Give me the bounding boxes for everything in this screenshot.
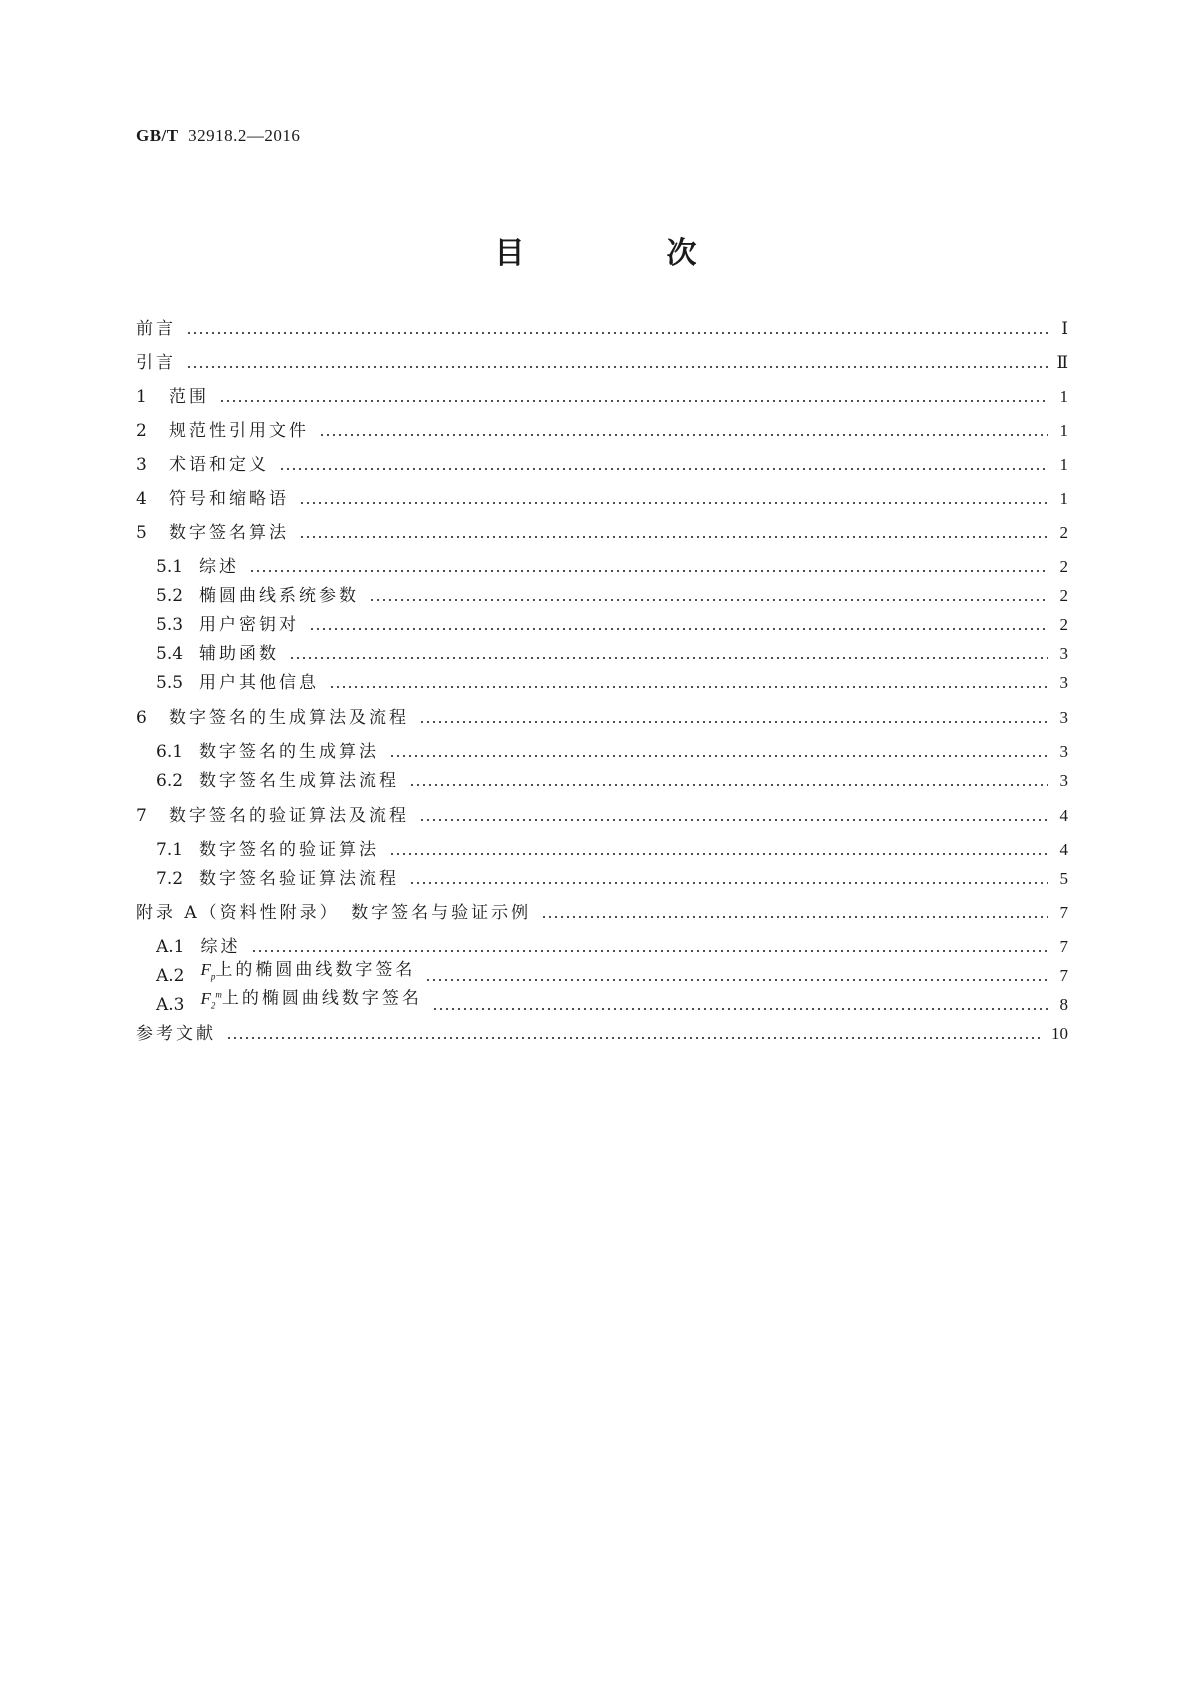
toc-entry[interactable] [156,768,1068,792]
toc-entry-page: 7 [1059,903,1068,922]
toc-entry-number: 3 [136,455,147,475]
toc-entry-page: 7 [1059,937,1068,956]
toc-entry-page: 3 [1059,708,1068,727]
toc-entry-number: 7 [136,806,147,826]
toc-entry[interactable] [136,384,1068,408]
toc-entry[interactable] [156,583,1068,607]
toc-entry[interactable] [136,1021,1068,1045]
toc-entry-title: $F_2^m$上的椭圆曲线数字签名 [200,988,422,1010]
toc-entry[interactable] [156,988,1068,1016]
toc-entry-number: 1 [136,387,147,407]
toc-entry-title: 综述 [199,557,240,577]
dot-leader [279,468,1048,470]
dot-leader [419,721,1048,723]
toc-entry-page: 3 [1059,742,1068,761]
toc-entry-page: 5 [1059,869,1068,888]
toc-entry[interactable] [136,900,1068,924]
toc-entry-page: 8 [1059,995,1068,1014]
toc-entry[interactable] [136,486,1068,510]
toc-entry[interactable] [136,803,1068,827]
toc-entry-title: 数字签名生成算法流程 [199,771,400,791]
dot-leader [425,979,1048,981]
dot-leader [226,1037,1043,1039]
toc-entry[interactable] [136,705,1068,729]
toc-entry[interactable] [136,452,1068,476]
toc-entry[interactable] [136,520,1068,544]
toc-entry[interactable] [136,316,1068,340]
toc-entry-page: 3 [1059,673,1068,692]
toc-entry-title: 规范性引用文件 [169,421,309,441]
toc-entry-number: 6.1 [156,742,184,762]
toc-entry[interactable] [156,866,1068,890]
toc-entry-number: 7.2 [156,869,184,889]
toc-entry-page: Ⅱ [1056,353,1068,372]
toc-entry[interactable] [156,837,1068,861]
dot-leader [369,599,1048,601]
toc-entry-number: 5.5 [156,673,184,693]
dot-leader [249,570,1048,572]
toc-entry-title: 综述 [200,937,241,957]
toc-entry-title: 数字签名算法 [169,523,289,543]
toc-entry-title: 用户密钥对 [199,615,300,635]
toc-entry-number: A.1 [156,937,185,957]
toc-entry-page: 2 [1059,586,1068,605]
toc-entry[interactable] [136,418,1068,442]
toc-entry-page: 1 [1059,489,1068,508]
dot-leader [409,882,1048,884]
toc-entry-number: 4 [136,489,147,509]
dot-leader [409,784,1048,786]
toc-entry-title: 参考文献 [136,1024,216,1044]
toc-entry[interactable] [156,612,1068,636]
dot-leader [541,916,1048,918]
toc-entry-title: 数字签名的生成算法及流程 [169,708,409,728]
toc-entry[interactable] [156,554,1068,578]
dot-leader [186,366,1048,368]
toc-entry[interactable] [156,670,1068,694]
toc-entry-number: 5.4 [156,644,184,664]
toc-entry-number: 5.3 [156,615,184,635]
toc-entry-page: 1 [1059,387,1068,406]
standard-code: GB/T [136,126,179,145]
toc-entry-title: 椭圆曲线系统参数 [199,586,360,606]
dot-leader [432,1008,1048,1010]
dot-leader [389,853,1048,855]
dot-leader [329,686,1048,688]
toc-entry-title: 数字签名的生成算法 [199,742,380,762]
dot-leader [251,950,1049,952]
toc-entry-page: Ⅰ [1061,319,1068,338]
dot-leader [309,628,1048,630]
dot-leader [299,536,1048,538]
standard-number [136,126,300,146]
toc-entry-number: 5.1 [156,557,184,577]
toc-entry-page: 1 [1059,421,1068,440]
toc-entry-title: 附录 A（资料性附录） 数字签名与验证示例 [136,903,532,923]
dot-leader [219,400,1048,402]
dot-leader [419,819,1048,821]
toc-entry-title: 符号和缩略语 [169,489,289,509]
toc-entry-number: 5.2 [156,586,184,606]
dot-leader [319,434,1048,436]
toc-entry-title: 术语和定义 [169,455,269,475]
toc-entry[interactable] [156,739,1068,763]
toc-entry[interactable] [136,350,1068,374]
toc-entry-page: 2 [1059,557,1068,576]
standard-year: 32918.2—2016 [188,126,301,145]
toc-entry-title: $F_p$上的椭圆曲线数字签名 [200,959,416,981]
math-field-symbol: $F_p$ [200,959,216,981]
toc-entry-page: 3 [1059,771,1068,790]
toc-entry-title: 数字签名的验证算法及流程 [169,806,409,826]
toc-entry-page: 10 [1051,1024,1068,1043]
toc-entry-page: 2 [1059,523,1068,542]
toc-entry-title: 前言 [136,319,176,339]
toc-entry-number: 6.2 [156,771,184,791]
toc-entry-page: 3 [1059,644,1068,663]
toc-entry-number: 5 [136,523,147,543]
toc-entry-title: 用户其他信息 [199,673,320,693]
toc-entry-number: 2 [136,421,147,441]
toc-entry-title: 数字签名验证算法流程 [199,869,400,889]
math-field-symbol: $F_2^m$ [200,988,222,1010]
toc-entry-title: 范围 [169,387,209,407]
toc-entry[interactable] [156,641,1068,665]
toc-entry-page: 4 [1059,840,1068,859]
toc-entry-title: 引言 [136,353,176,373]
toc-entry-page: 1 [1059,455,1068,474]
toc-entry-page: 2 [1059,615,1068,634]
dot-leader [186,332,1048,334]
toc-entry-number: A.2 [156,966,185,986]
toc-entry-number: 7.1 [156,840,184,860]
dot-leader [299,502,1048,504]
toc-entry-title: 辅助函数 [199,644,280,664]
dot-leader [289,657,1048,659]
toc-title: 目 次 [494,236,753,271]
toc-entry-number: A.3 [156,995,185,1015]
toc-entry-number: 6 [136,708,147,728]
toc-entry[interactable] [156,934,1068,958]
toc-entry-page: 7 [1059,966,1068,985]
toc-entry-title: 数字签名的验证算法 [199,840,380,860]
dot-leader [389,755,1048,757]
toc-entry-page: 4 [1059,806,1068,825]
